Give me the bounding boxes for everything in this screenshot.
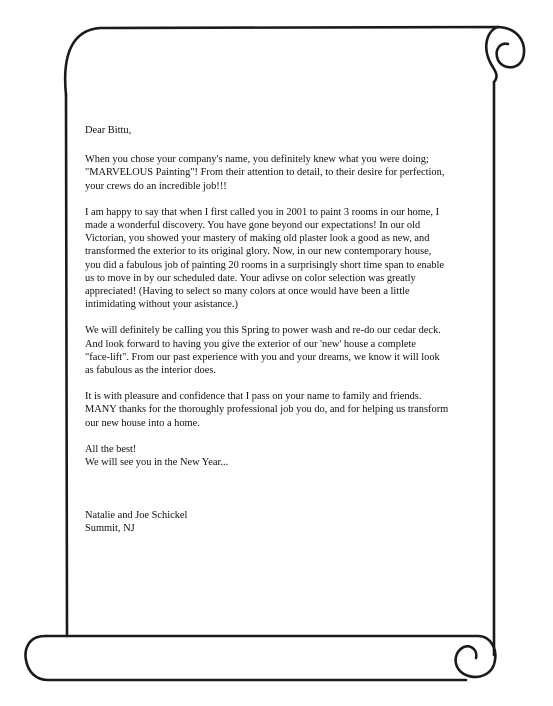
scroll-left-edge xyxy=(66,95,67,636)
closing-line: We will see you in the New Year... xyxy=(85,457,229,469)
signature-location: Summit, NJ xyxy=(85,523,135,535)
letter-line: our new house into a home. xyxy=(85,417,200,429)
letter-line: When you chose your company's name, you definitely knew what you were doing; xyxy=(85,154,429,166)
letter-line: appreciated! (Having to select so many colors at once would have been a little xyxy=(85,286,410,298)
scroll-bottom-outline xyxy=(26,636,466,680)
letter-paragraph-1 xyxy=(85,153,510,193)
letter-line: Victorian, you showed your mastery of making old plaster look a good as new, and xyxy=(85,233,430,245)
salutation: Dear Bittu, xyxy=(85,125,132,136)
letter-line: us to move in by our scheduled date. Your adivse on color selection was greatly xyxy=(85,272,416,284)
letter-signature xyxy=(85,509,510,535)
letter-line: It is with pleasure and confidence that I pass on your name to family and friends. xyxy=(85,391,422,403)
letter-line: intimidating without your asistance.) xyxy=(85,299,238,311)
scroll-bottom-roll xyxy=(45,636,495,677)
letter-line: you did a fabulous job of painting 20 rooms in a surprisingly short time span to enable xyxy=(85,259,445,271)
letter-line: as fabulous as the interior does. xyxy=(85,365,217,377)
scroll-top-roll xyxy=(65,27,524,95)
closing-line: All the best! xyxy=(85,443,137,455)
letter-line: "face-lift". From our past experience with you and your dreams, we know it will look xyxy=(85,351,440,363)
letter-line: your crews do an incredible job!!! xyxy=(85,180,227,192)
letter-line: transformed the exterior to its original glory. Now, in our new contemporary house, xyxy=(85,246,432,258)
letter-line: We will definitely be calling you this Spring to power wash and re-do our cedar deck. xyxy=(85,325,441,337)
letter-paragraph-4 xyxy=(85,390,510,430)
letter-line: I am happy to say that when I first called you in 2001 to paint 3 rooms in our home, I xyxy=(85,206,440,218)
letter-paragraph-3 xyxy=(85,324,510,377)
letter-line: made a wonderful discovery. You have gone beyond our expectations! In our old xyxy=(85,220,421,232)
signature-names: Natalie and Joe Schickel xyxy=(85,510,188,522)
letter-line: "MARVELOUS Painting"! From their attention to detail, to their desire for perfection, xyxy=(85,167,445,179)
letter-closing xyxy=(85,443,510,469)
letter-paragraph-2 xyxy=(85,206,510,312)
letter-line: MANY thanks for the thoroughly professional job you do, and for helping us transform xyxy=(85,404,449,416)
letter-line: And look forward to having you give the exterior of our 'new' house a complete xyxy=(85,338,416,350)
letter-body xyxy=(85,124,510,549)
